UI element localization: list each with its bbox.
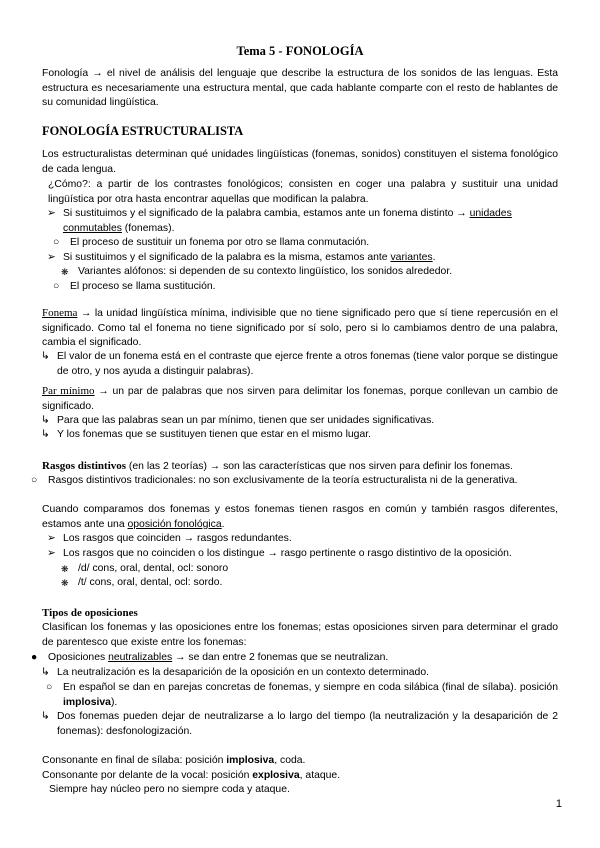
paragraph-estructuralistas: Los estructuralistas determinan qué unidades lingüísticas (fonemas, sonidos) constituyen el sistema fonológico de cada lengua. <box>42 149 558 175</box>
bullet-d-sonoro: /d/ cons, oral, dental, ocl: sonoro <box>78 563 229 574</box>
return-arrow-icon: ↳ <box>41 415 50 426</box>
bullet-valor-fonema: El valor de un fonema está en el contraste que ejerce frente a otros fonemas (tiene valor porque se distingue de otro, y nos ayuda a distinguir palabras). <box>57 351 558 377</box>
bullet-rasgos-tradicionales: Rasgos distintivos tradicionales: no son exclusivamente de la teoría estructuralista ni de la generativa. <box>48 475 518 486</box>
bullet-par-minimo-2: Y los fonemas que se sustituyen tienen que estar en el mismo lugar. <box>57 429 372 440</box>
return-arrow-icon: ↳ <box>41 667 50 678</box>
bullet-espanol: En español se dan en parejas concretas de fonemas, y siempre en coda silábica (final de sílaba). posición implosiva). <box>63 682 558 708</box>
arrow-bullet-icon: ➢ <box>47 548 56 559</box>
circle-bullet-icon: ○ <box>31 475 38 486</box>
circle-bullet-icon: ○ <box>46 682 53 693</box>
bullet-variantes: Si sustituimos y el significado de la palabra es la misma, estamos ante variantes. <box>63 252 436 263</box>
paragraph-oposicion: Cuando comparamos dos fonemas y estos fonemas tienen rasgos en común y también rasgos diferentes, estamos ante una oposición fonológica. <box>42 504 558 530</box>
filled-bullet-icon: ● <box>31 652 38 663</box>
bullet-neutralizacion: La neutralización es la desaparición de la oposición en un contexto determinado. <box>57 667 429 678</box>
line-nucleo: Siempre hay núcleo pero no siempre coda y ataque. <box>49 784 290 795</box>
paragraph-como: ¿Cómo?: a partir de los contrastes fonológicos; consisten en coger una palabra y sustituir una unidad lingüística por otra hasta encontrar aquellas que modifican la palabra. <box>48 179 558 205</box>
intro-paragraph: Fonología → el nivel de análisis del lenguaje que describe la estructura de los sonidos de las lenguas. Esta estructura es necesariamente una estructura mental, que cada hablante comparte con el resto de hablantes de su comunidad lingüística. <box>42 68 558 109</box>
bullet-t-sordo: /t/ cons, oral, dental, ocl: sordo. <box>78 577 223 588</box>
paragraph-clasifican: Clasifican los fonemas y las oposiciones entre los fonemas; estas oposiciones sirven para determinar el grado de parentesco que existe entre los fonemas: <box>42 622 558 648</box>
circle-bullet-icon: ○ <box>53 281 60 292</box>
return-arrow-icon: ↳ <box>41 711 50 722</box>
circle-bullet-icon: ○ <box>53 237 60 248</box>
return-arrow-icon: ↳ <box>41 429 50 440</box>
bullet-desfonologizacion: Dos fonemas pueden dejar de neutralizarse a lo largo del tiempo (la neutralización y la desaparición de 2 fonemas): desfonologización. <box>57 711 558 737</box>
bullet-sustitucion: El proceso se llama sustitución. <box>70 281 216 292</box>
return-arrow-icon: ↳ <box>41 351 50 362</box>
asterisk-bullet-icon: ❋ <box>61 267 69 277</box>
paragraph-fonema: Fonema → la unidad lingüística mínima, indivisible que no tiene significado pero que sí tiene repercusión en el significado. Como tal el fonema no tiene significado por sí solo, pero si lo cambiamos dentro de una palabra, cambia el significado. <box>42 307 558 349</box>
arrow-bullet-icon: ➢ <box>47 252 56 263</box>
arrow-bullet-icon: ➢ <box>47 208 56 219</box>
asterisk-bullet-icon: ❋ <box>61 564 69 574</box>
bullet-alofonos: Variantes alófonos: si dependen de su contexto lingüístico, los sonidos alrededor. <box>78 266 453 277</box>
bullet-conmutacion: El proceso de sustituir un fonema por otro se llama conmutación. <box>70 237 370 248</box>
section-heading-oposiciones: Tipos de oposiciones <box>42 607 138 619</box>
page-title: Tema 5 - FONOLOGÍA <box>236 44 364 58</box>
bullet-pertinente: Los rasgos que no coinciden o los distingue → rasgo pertinente o rasgo distintivo de la oposición. <box>63 548 512 559</box>
page-number: 1 <box>555 798 562 810</box>
bullet-neutralizables: Oposiciones neutralizables → se dan entre 2 fonemas que se neutralizan. <box>48 652 389 663</box>
paragraph-rasgos: Rasgos distintivos (en las 2 teorías) → son las características que nos sirven para definir los fonemas. <box>42 460 513 472</box>
bullet-conmutables: Si sustituimos y el significado de la palabra cambia, estamos ante un fonema distinto → unidades conmutables (fonemas). <box>63 208 512 234</box>
line-explosiva: Consonante por delante de la vocal: posición explosiva, ataque. <box>42 770 341 781</box>
bullet-redundantes: Los rasgos que coinciden → rasgos redundantes. <box>63 533 292 544</box>
arrow-bullet-icon: ➢ <box>47 533 56 544</box>
paragraph-par-minimo: Par mínimo → un par de palabras que nos sirven para delimitar los fonemas, porque conllevan un cambio de significado. <box>42 385 559 412</box>
line-implosiva: Consonante en final de sílaba: posición implosiva, coda. <box>42 755 306 766</box>
asterisk-bullet-icon: ❋ <box>61 578 69 588</box>
section-heading-estructuralista: FONOLOGÍA ESTRUCTURALISTA <box>42 124 244 138</box>
bullet-par-minimo-1: Para que las palabras sean un par mínimo, tienen que ser unidades significativas. <box>57 415 435 426</box>
